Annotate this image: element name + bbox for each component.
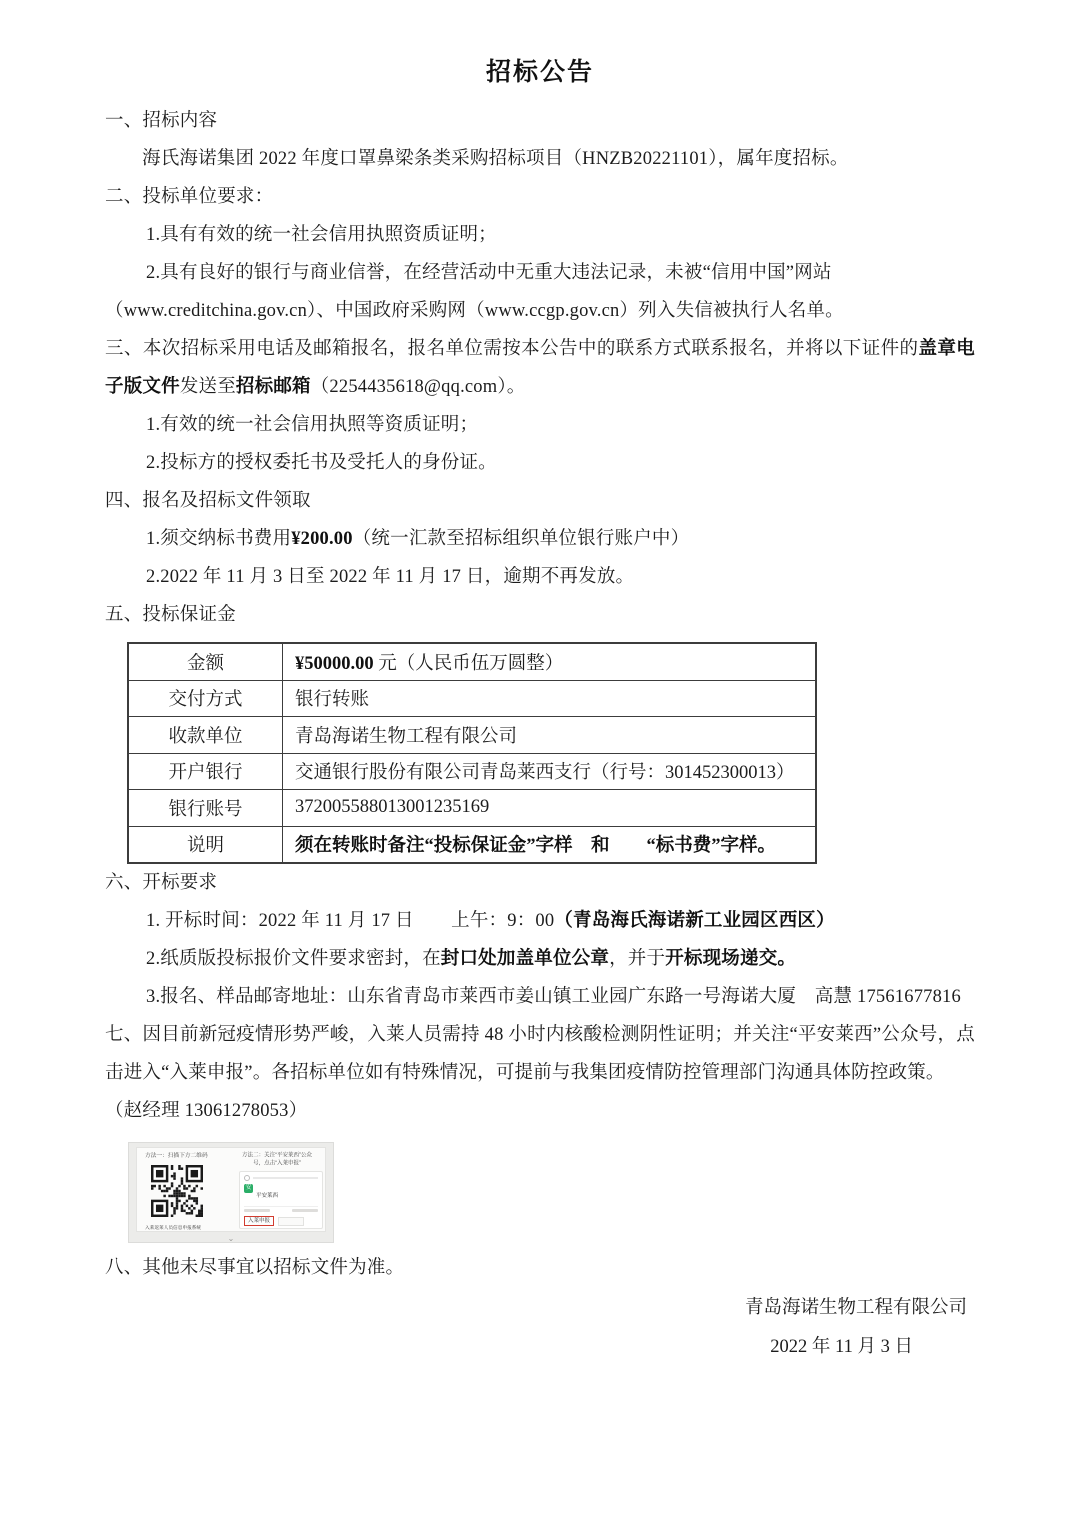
section-1-body: 海氏海诺集团 2022 年度口罩鼻梁条类采购招标项目（HNZB20221101），属年度招标。 bbox=[142, 149, 849, 169]
follow-button-skeleton bbox=[292, 1209, 318, 1212]
section-6-item-3: 3.报名、样品邮寄地址：山东省青岛市莱西市姜山镇工业园广东路一号海诺大厦 高慧 17561677816 bbox=[146, 987, 961, 1007]
section-6-item-1: 1. 开标时间：2022 年 11 月 17 日 上午：9：00（青岛海氏海诺新工业园区西区） bbox=[146, 911, 835, 931]
table-row-note bbox=[128, 826, 816, 863]
wechat-search-bar bbox=[244, 1175, 318, 1181]
row-value: 银行转账 bbox=[283, 680, 817, 717]
method2-caption-line1: 方法二：关注“平安莱西”公众 bbox=[242, 1152, 312, 1159]
signature-company: 青岛海诺生物工程有限公司 bbox=[744, 1298, 967, 1318]
section-3-item-2: 2.投标方的授权委托书及受托人的身份证。 bbox=[146, 453, 497, 473]
section-8-heading: 八、其他未尽事宜以招标文件为准。 bbox=[105, 1258, 405, 1278]
section-7-body: 七、因目前新冠疫情形势严峻，入莱人员需持 48 小时内核酸检测阴性证明；并关注“平安莱西”公众号，点击进入“入莱申报”。各招标单位如有特殊情况，可提前与我集团疫情防控管理部门沟通具体防控政策。 bbox=[105, 1025, 975, 1083]
declaration-guide-screenshot bbox=[128, 1142, 334, 1243]
search-placeholder-bar bbox=[253, 1177, 318, 1179]
secondary-button-skeleton bbox=[278, 1217, 304, 1226]
section-3-item-1: 1.有效的统一社会信用执照等资质证明； bbox=[146, 415, 479, 435]
wechat-account-icon: 安 bbox=[245, 1185, 252, 1191]
section-6-heading: 六、开标要求 bbox=[105, 873, 218, 893]
wechat-mini-screenshot bbox=[239, 1171, 323, 1229]
table-row-payment-method bbox=[128, 680, 816, 717]
section-2-heading: 二、投标单位要求： bbox=[105, 187, 274, 207]
signature-block bbox=[105, 1289, 975, 1367]
row-label: 收款单位 bbox=[128, 717, 283, 754]
chevron-down-icon: ⌄ bbox=[227, 1234, 235, 1243]
screenshot-inner bbox=[136, 1147, 326, 1232]
row-value: 交通银行股份有限公司青岛莱西支行（行号：301452300013） bbox=[283, 753, 817, 790]
method2-caption-line2: 号，点击“入莱申报” bbox=[253, 1160, 301, 1167]
method1-caption: 方法一：扫描下方二维码 bbox=[145, 1152, 208, 1159]
section-6-item-2: 2.纸质版投标报价文件要求密封，在封口处加盖单位公章，并于开标现场递交。 bbox=[146, 949, 797, 969]
row-label: 交付方式 bbox=[128, 680, 283, 717]
page-title: 招标公告 bbox=[485, 59, 594, 86]
row-value: ¥50000.00 元（人民币伍万圆整） bbox=[283, 643, 817, 680]
section-7-contact: （赵经理 13061278053） bbox=[105, 1101, 308, 1121]
qr-code-icon bbox=[151, 1165, 203, 1217]
row-value: 372005588013001235169 bbox=[283, 790, 817, 827]
section-3-heading: 三、本次招标采用电话及邮箱报名，报名单位需按本公告中的联系方式联系报名，并将以下证件的盖章电子版文件发送至招标邮箱（2254435618@qq.com）。 bbox=[105, 339, 975, 397]
entry-declare-button: 入莱申报 bbox=[244, 1216, 274, 1226]
account-name: 平安莱西 bbox=[256, 1193, 279, 1199]
table-row-bank bbox=[128, 753, 816, 790]
row-value: 青岛海诺生物工程有限公司 bbox=[283, 717, 817, 754]
account-row bbox=[244, 1184, 318, 1202]
qr-caption: 入莱返莱人员信息申报系统 bbox=[145, 1225, 202, 1231]
table-row-amount bbox=[128, 643, 816, 680]
row-label: 说明 bbox=[128, 826, 283, 863]
search-icon bbox=[244, 1175, 250, 1181]
section-4-item-2: 2.2022 年 11 月 3 日至 2022 年 11 月 17 日，逾期不再发放。 bbox=[146, 567, 635, 587]
account-meta bbox=[256, 1184, 318, 1202]
wechat-method-column bbox=[231, 1148, 325, 1231]
qr-method-column bbox=[137, 1148, 231, 1231]
section-4-item-1: 1.须交纳标书费用¥200.00（统一汇款至招标组织单位银行账户中） bbox=[146, 529, 690, 549]
signature-date: 2022 年 11 月 3 日 bbox=[770, 1337, 913, 1357]
enter-account-button-skeleton bbox=[244, 1209, 270, 1212]
row-value: 须在转账时备注“投标保证金”字样 和 “标书费”字样。 bbox=[283, 826, 817, 863]
section-2-item-2-cont: （www.creditchina.gov.cn）、中国政府采购网（www.ccgp.gov.cn）列入失信被执行人名单。 bbox=[105, 301, 844, 321]
section-5-heading: 五、投标保证金 bbox=[105, 605, 236, 625]
section-2-item-2: 2.具有良好的银行与商业信誉，在经营活动中无重大违法记录，未被“信用中国”网站 bbox=[146, 263, 832, 283]
row-label: 银行账号 bbox=[128, 790, 283, 827]
section-1-heading: 一、招标内容 bbox=[105, 111, 218, 131]
guarantee-table bbox=[127, 642, 817, 864]
table-row-account-number bbox=[128, 790, 816, 827]
table-row-payee bbox=[128, 717, 816, 754]
row-label: 开户银行 bbox=[128, 753, 283, 790]
declare-buttons-row bbox=[244, 1216, 318, 1226]
row-label: 金额 bbox=[128, 643, 283, 680]
section-4-heading: 四、报名及招标文件领取 bbox=[105, 491, 311, 511]
section-2-item-1: 1.具有有效的统一社会信用执照资质证明； bbox=[146, 225, 497, 245]
account-actions bbox=[244, 1206, 318, 1212]
